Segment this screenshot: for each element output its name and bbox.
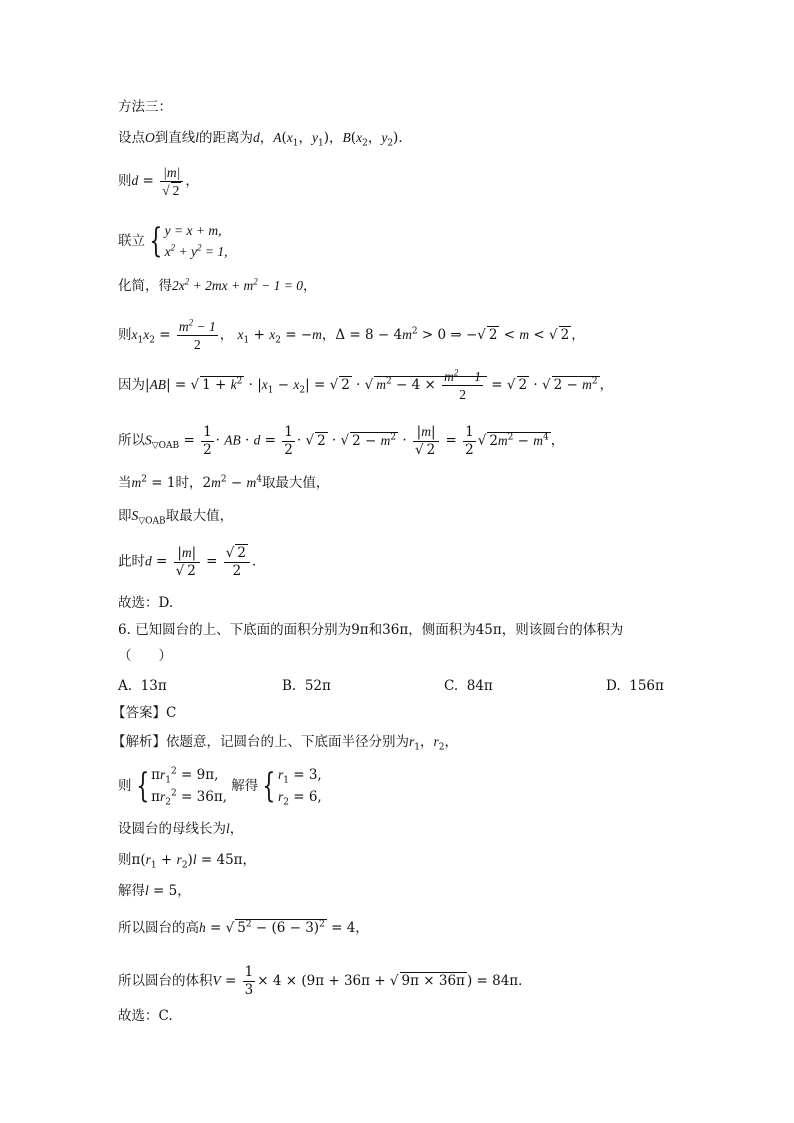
radii-system: 则 { $\pi r_1^2 = 9\pi$, $\pi r_2^2 = 36\pi$, 解得 { $r_1 = 3$, $r_2 = 6$, <box>118 766 322 808</box>
distance-formula: 则d = $\frac{|m|}{√ 2}$ ， <box>118 165 199 198</box>
final-answer: 故选：C. <box>118 1008 173 1024</box>
volume-formula: 所以圆台的体积V = $\frac{1}{3}$ × 4 × (9π + 36π + √ 9π × 36π ) = 84π． <box>118 964 532 998</box>
option-c: C. 84π <box>444 678 493 694</box>
system-equations: 联立 { y = x + m, $x^2 + y^2 = 1$, <box>118 221 228 261</box>
question-paren: （ ） <box>118 648 172 664</box>
area-formula: 所以$S_{▽OAB}$ = $\frac{1}{2}$ · AB · d = $\frac{1}{2}$ · √ 2 · √ $2 - m^2$ · $\frac{|m|}{√ 2}$ = $\frac{1}{2}$ √ $2m^2 - m^4$ ， <box>118 423 565 458</box>
question-6: 6. 已知圆台的上、下底面的面积分别为9π和36π，侧面积为45π，则该圆台的体积为 <box>118 622 624 638</box>
intro-line: 设点O到直线l的距离为d，$A(x_1$，$y_1$)，$B(x_2$，$y_2$)． <box>118 130 412 149</box>
analysis-line: 【解析】依题意，记圆台的上、下底面半径分别为$r_1$，$r_2$， <box>112 734 458 753</box>
vieta-line: 则$x_1x_2$ = $\frac{m^2 - 1}{2}$ ， $x_1 + x_2 = -m$，$\Delta = 8 - 4m^2 > 0$ ⇒ −√ 2 < m < √ 2 ， <box>118 317 585 352</box>
max-condition: 当$m^2 = 1$时，$2m^2 - m^4$取最大值， <box>118 474 330 491</box>
previous-answer: 故选：D. <box>118 595 174 611</box>
lateral-area: 则$\pi(r_1 + r_2)l = 45\pi$， <box>118 852 257 871</box>
method-heading: 方法三： <box>118 99 172 115</box>
option-b: B. 52π <box>282 678 331 694</box>
answer-line: 【答案】C <box>112 705 177 721</box>
simplified-equation: 化简，得$2x^2 + 2mx + m^2 - 1 = 0$， <box>118 276 317 294</box>
option-d: D. 156π <box>606 678 664 694</box>
option-a: A. 13π <box>118 678 167 694</box>
final-distance: 此时d = $\frac{|m|}{√ 2}$ = $\frac{√ 2}{2}$ ． <box>118 544 266 579</box>
height-formula: 所以圆台的高h = √ $5^2 - (6 - 3)^2 = 4$， <box>118 919 369 936</box>
max-area: 即$S_{▽OAB}$取最大值， <box>118 508 234 527</box>
solve-l: 解得l = 5， <box>118 883 191 899</box>
chord-length: 因为|AB| = √ $1 + k^2 \cdot |x_1 - x_2|$ = √ 2 · √ $m^2 - 4$ × $\frac{m^2 - 1}{2}$ = √ 2 · √ $2 - m^2$ ， <box>118 367 614 402</box>
slant-height-def: 设圆台的母线长为l， <box>118 821 244 837</box>
